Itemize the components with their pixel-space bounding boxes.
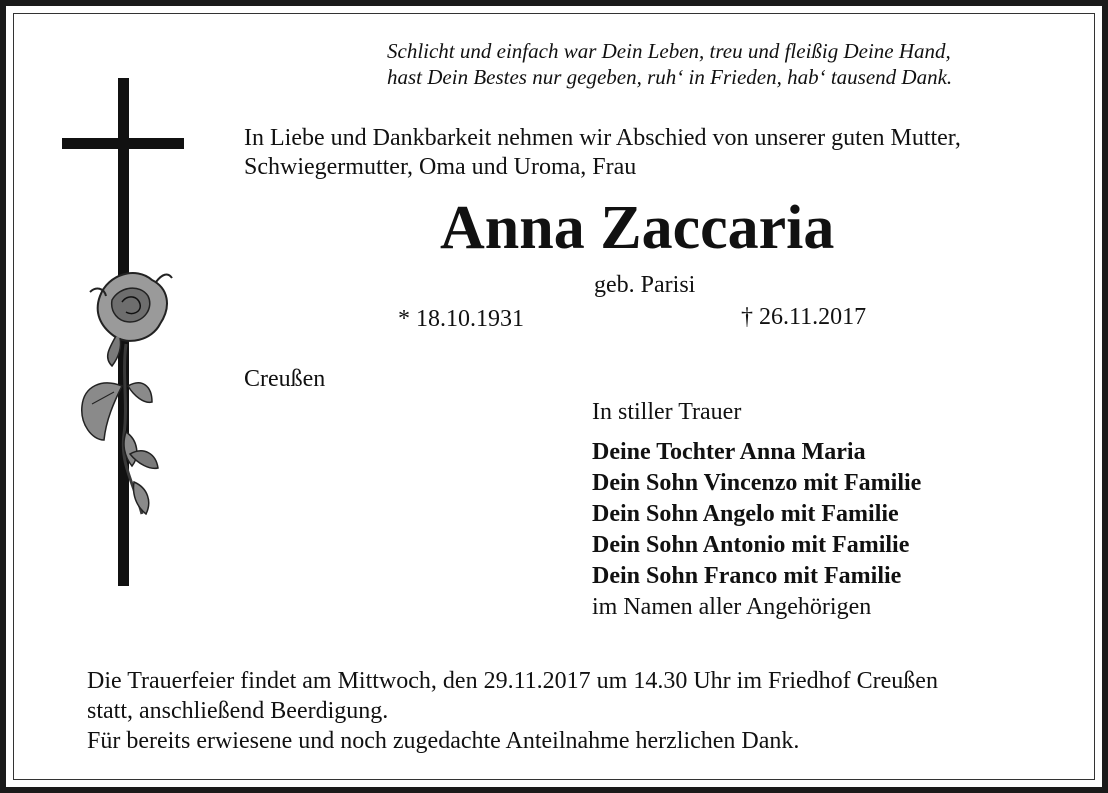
mourner-name: Dein Sohn Angelo mit Familie — [592, 501, 899, 527]
cross-with-rose — [56, 74, 196, 594]
intro-line: Schwiegermutter, Oma und Uroma, Frau — [244, 154, 637, 180]
motto-line: hast Dein Bestes nur gegeben, ruh‘ in Frieden, hab‘ tausend Dank. — [387, 65, 953, 89]
place: Creußen — [244, 366, 326, 392]
funeral-notice — [87, 666, 938, 756]
funeral-line: Die Trauerfeier findet am Mittwoch, den 29.11.2017 um 14.30 Uhr im Friedhof Creußen — [87, 668, 938, 694]
mourner-name: Dein Sohn Antonio mit Familie — [592, 532, 910, 558]
birth-date: * 18.10.1931 — [398, 306, 524, 332]
deceased-name: Anna Zaccaria — [440, 194, 835, 262]
motto-line: Schlicht und einfach war Dein Leben, treu und fleißig Deine Hand, — [387, 39, 951, 63]
mourning-heading: In stiller Trauer — [592, 399, 742, 425]
mourner-name: Dein Sohn Franco mit Familie — [592, 563, 902, 589]
intro-text — [244, 124, 961, 182]
funeral-line: statt, anschließend Beerdigung. — [87, 698, 389, 724]
intro-line: In Liebe und Dankbarkeit nehmen wir Abschied von unserer guten Mutter, — [244, 125, 961, 151]
cross-icon — [56, 74, 196, 594]
thanks-line: Für bereits erwiesene und noch zugedachte Anteilnahme herzlichen Dank. — [87, 728, 800, 754]
mourner-name: Deine Tochter Anna Maria — [592, 439, 866, 465]
mourner-name: Dein Sohn Vincenzo mit Familie — [592, 470, 922, 496]
motto — [387, 38, 952, 90]
death-date: † 26.11.2017 — [741, 304, 867, 330]
mourners-list — [592, 437, 921, 623]
mourners-closing: im Namen aller Angehörigen — [592, 594, 872, 620]
birth-name: geb. Parisi — [594, 272, 696, 298]
